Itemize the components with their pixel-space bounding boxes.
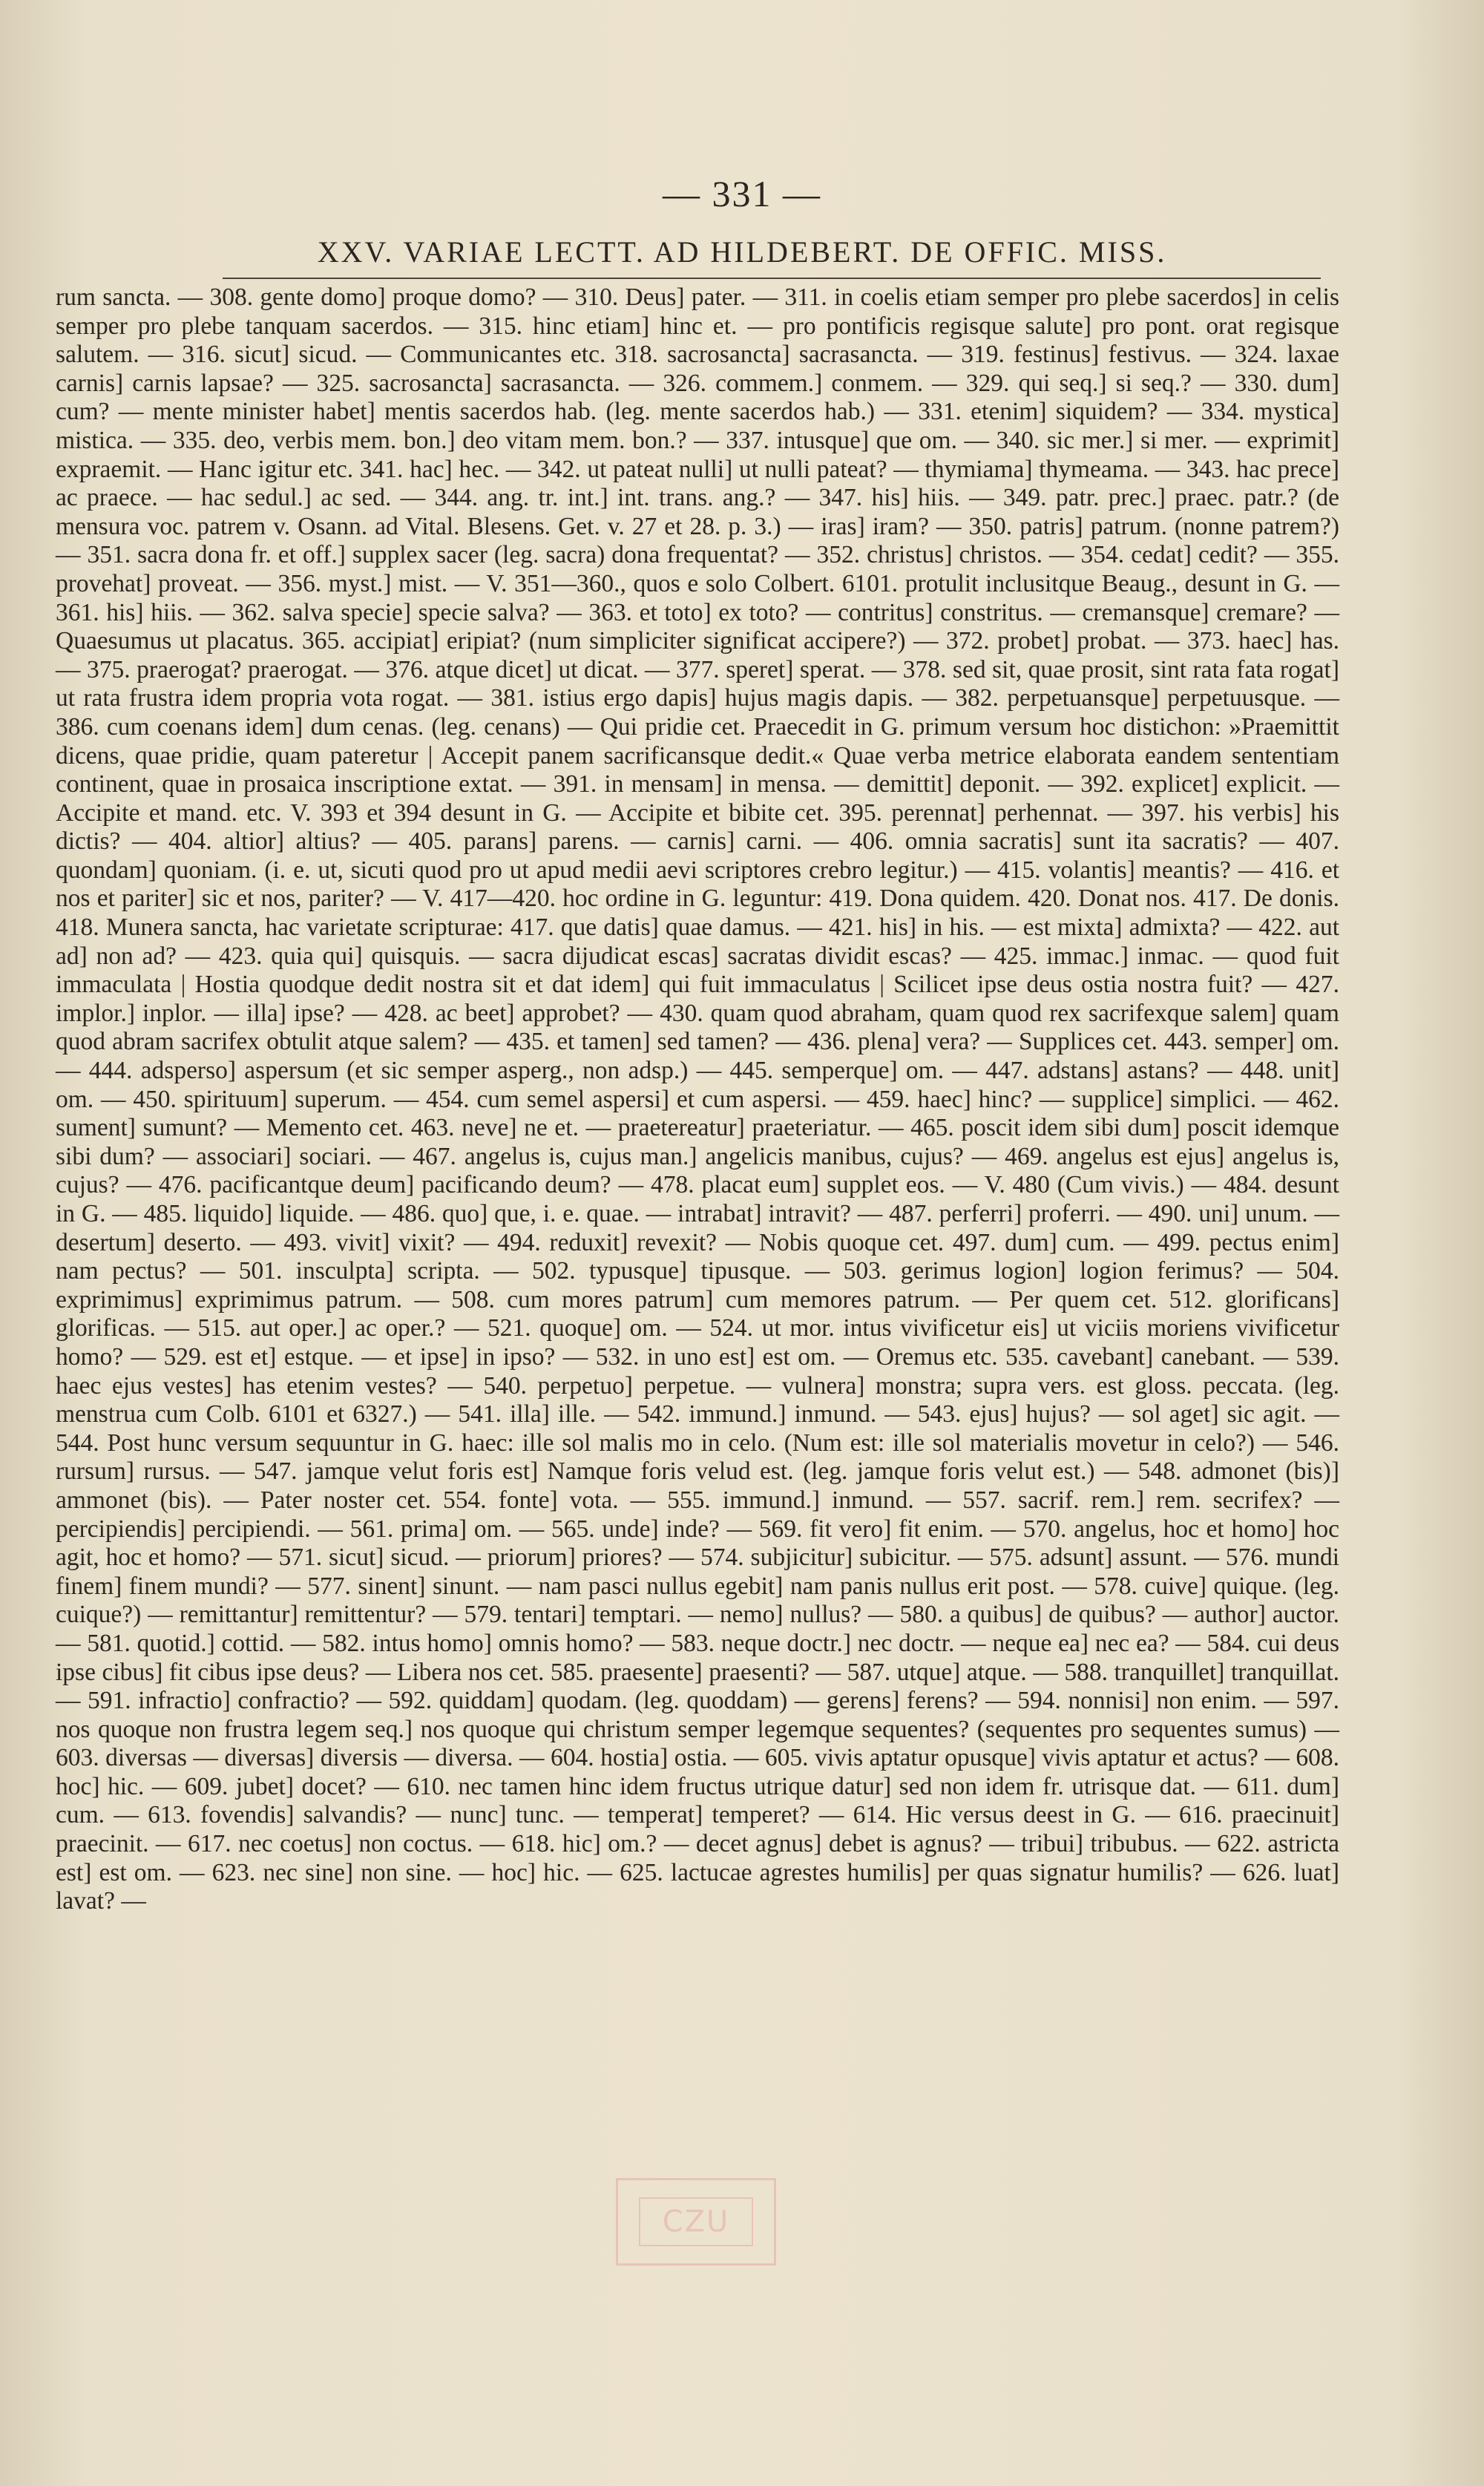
page-number: — 331 — — [663, 173, 821, 214]
library-stamp — [616, 2178, 776, 2266]
library-stamp-label: CZU — [639, 2197, 753, 2246]
running-head: XXV. VARIAE LECTT. AD HILDEBERT. DE OFFIC. MISS. — [317, 235, 1167, 269]
variant-readings-text — [56, 283, 1339, 1916]
head-rule — [223, 278, 1321, 279]
body-paragraph: rum sancta. — 308. gente domo] proque domo? — 310. Deus] pater. — 311. in coelis etiam semper pro plebe sacerdos] in celis semper pro plebe tanquam sacerdos. — 315. hinc etiam] hinc et. — pro pontificis regisque salute] pro pont. orat regisque salutem. — 316. sicut] sicud. — Communicantes etc. 318. sacrosancta] sacrasancta. — 319. festinus] festivus. — 324. laxae carnis] carnis lapsae? — 325. sacrosancta] sacrasancta. — 326. commem.] conmem. — 329. qui seq.] si seq.? — 330. dum] cum? — mente minister habet] mentis sacerdos hab. (leg. mente sacerdos hab.) — 331. etenim] siquidem? — 334. mystica] mistica. — 335. deo, verbis mem. bon.] deo vitam mem. bon.? — 337. intusque] que om. — 340. sic mer.] si mer. — exprimit] expraemit. — Hanc igitur etc. 341. hac] hec. — 342. ut pateat nulli] ut nulli pateat? — thymiama] thymeama. — 343. hac prece] ac praece. — hac sedul.] ac sed. — 344. ang. tr. int.] int. trans. ang.? — 347. his] hiis. — 349. patr. prec.] praec. patr.? (de mensura voc. patrem v. Osann. ad Vital. Blesens. Get. v. 27 et 28. p. 3.) — iras] iram? — 350. patris] patrum. (nonne patrem?) — 351. sacra dona fr. et off.] supplex sacer (leg. sacra) dona frequentat? — 352. christus] christos. — 354. cedat] cedit? — 355. provehat] proveat. — 356. myst.] mist. — V. 351—360., quos e solo Colbert. 6101. protulit inclusitque Beaug., desunt in G. — 361. his] hiis. — 362. salva specie] specie salva? — 363. et toto] ex toto? — contritus] constritus. — cremansque] cremare? — Quaesumus ut placatus. 365. accipiat] eripiat? (num simpliciter significat accipere?) — 372. probet] probat. — 373. haec] has. — 375. praerogat? praerogat. — 376. atque dicet] ut dicat. — 377. speret] sperat. — 378. sed sit, quae prosit, sint rata fata rogat] ut rata frustra idem propria vota rogat. — 381. istius ergo dapis] hujus magis dapis. — 382. perpetuansque] perpetuusque. — 386. cum coenans idem] dum cenas. (leg. cenans) — Qui pridie cet. Praecedit in G. primum versum hoc distichon: »Praemittit dicens, quae pridie, quam pateretur | Accepit panem sacrificansque dedit.« Quae verba metrice elaborata eandem sententiam continent, quae in prosaica inscriptione extat. — 391. in mensam] in mensa. — demittit] deponit. — 392. explicet] explicit. — Accipite et mand. etc. V. 393 et 394 desunt in G. — Accipite et bibite cet. 395. perennat] perhennat. — 397. his verbis] his dictis? — 404. altior] altius? — 405. parans] parens. — carnis] carni. — 406. omnia sacratis] sunt ita sacratis? — 407. quondam] quoniam. (i. e. ut, sicuti quod pro ut apud medii aevi scriptores crebro legitur.) — 415. volantis] meantis? — 416. et nos et pariter] sic et nos, pariter? — V. 417—420. hoc ordine in G. leguntur: 419. Dona quidem. 420. Donat nos. 417. De donis. 418. Munera sancta, hac varietate scripturae: 417. que datis] quae damus. — 421. his] in his. — est mixta] admixta? — 422. aut ad] non ad? — 423. quia qui] quisquis. — sacra dijudicat escas] sacratas dividit escas? — 425. immac.] inmac. — quod fuit immaculata | Hostia quodque dedit nostra sit et dat idem] qui fuit immaculatus | Scilicet ipse deus ostia nostra fuit? — 427. implor.] inplor. — illa] ipse? — 428. ac beet] approbet? — 430. quam quod abraham, quam quod rex sacrifexque salem] quam quod abram sacrifex obtulit atque salem? — 435. et tamen] sed tamen? — 436. plena] vera? — Supplices cet. 443. semper] om. — 444. adsperso] aspersum (et sic semper asperg., non adsp.) — 445. semperque] om. — 447. adstans] astans? — 448. unit] om. — 450. spirituum] superum. — 454. cum semel aspersi] et cum aspersi. — 459. haec] hinc? — supplice] simplici. — 462. sument] sumunt? — Memento cet. 463. neve] ne et. — praetereatur] praeteriatur. — 465. poscit idem sibi dum] poscit idemque sibi dum? — associari] sociari. — 467. angelus is, cujus man.] angelicis manibus, cujus? — 469. angelus est ejus] angelus is, cujus? — 476. pacificantque deum] pacificando deum? — 478. placat eum] supplet eos. — V. 480 (Cum vivis.) — 484. desunt in G. — 485. liquido] liquide. — 486. quo] que, i. e. quae. — intrabat] intravit? — 487. perferri] proferri. — 490. uni] unum. — desertum] deserto. — 493. vivit] vixit? — 494. reduxit] revexit? — Nobis quoque cet. 497. dum] cum. — 499. pectus enim] nam pectus? — 501. insculpta] scripta. — 502. typusque] tipusque. — 503. gerimus logion] logion ferimus? — 504. exprimimus] exprimimus patrum. — 508. cum mores patrum] cum memores patrum. — Per quem cet. 512. glorificans] glorificas. — 515. aut oper.] ac oper.? — 521. quoque] om. — 524. ut mor. intus vivificetur eis] ut viciis moriens vivificetur homo? — 529. est et] estque. — et ipse] in ipso? — 532. in uno est] est om. — Oremus etc. 535. cavebant] canebant. — 539. haec ejus vestes] has etenim vestes? — 540. perpetuo] perpetue. — vulnera] monstra; supra vers. est gloss. peccata. (leg. menstrua cum Colb. 6101 et 6327.) — 541. illa] ille. — 542. immund.] inmund. — 543. ejus] hujus? — sol aget] sic agit. — 544. Post hunc versum sequuntur in G. haec: ille sol malis mo in celo. (Num est: ille sol materialis movetur in celo?) — 546. rursum] rursus. — 547. jamque velut foris est] Namque foris velud est. (leg. jamque foris velut est.) — 548. admonet (bis)] ammonet (bis). — Pater noster cet. 554. fonte] vota. — 555. immund.] inmund. — 557. sacrif. rem.] rem. secrifex? — percipiendis] percipiendi. — 561. prima] om. — 565. unde] inde? — 569. fit vero] fit enim. — 570. angelus, hoc et homo] hoc agit, hoc et homo? — 571. sicut] sicud. — priorum] priores? — 574. subjicitur] subicitur. — 575. adsunt] assunt. — 576. mundi finem] finem mundi? — 577. sinent] sinunt. — nam pasci nullus egebit] nam panis nullus erit post. — 578. cuive] quique. (leg. cuique?) — remittantur] remittentur? — 579. tentari] temptari. — nemo] nullus? — 580. a quibus] de quibus? — author] auctor. — 581. quotid.] cottid. — 582. intus homo] omnis homo? — 583. neque doctr.] nec doctr. — neque ea] nec ea? — 584. cui deus ipse cibus] fit cibus ipse deus? — Libera nos cet. 585. praesente] praesenti? — 587. utque] atque. — 588. tranquillet] tranquillat. — 591. infractio] confractio? — 592. quiddam] quodam. (leg. quoddam) — gerens] ferens? — 594. nonnisi] non enim. — 597. nos quoque non frustra legem seq.] nos quoque qui christum semper legemque sequentes? (sequentes pro sequentes sumus) — 603. diversas — diversas] diversis — diversa. — 604. hostia] ostia. — 605. vivis aptatur opusque] vivis aptatur et actus? — 608. hoc] hic. — 609. jubet] docet? — 610. nec tamen hinc idem fructus utrique datur] sed non idem fr. utrisque dat. — 611. dum] cum. — 613. fovendis] salvandis? — nunc] tunc. — temperat] temperet? — 614. Hic versus deest in G. — 616. praecinuit] praecinit. — 617. nec coetus] non coctus. — 618. hic] om.? — decet agnus] debet is agnus? — tribui] tribubus. — 622. astricta est] est om. — 623. nec sine] non sine. — hoc] hic. — 625. lactucae agrestes humilis] per quas signatur humilis? — 626. luat] lavat? — — [56, 283, 1339, 1915]
